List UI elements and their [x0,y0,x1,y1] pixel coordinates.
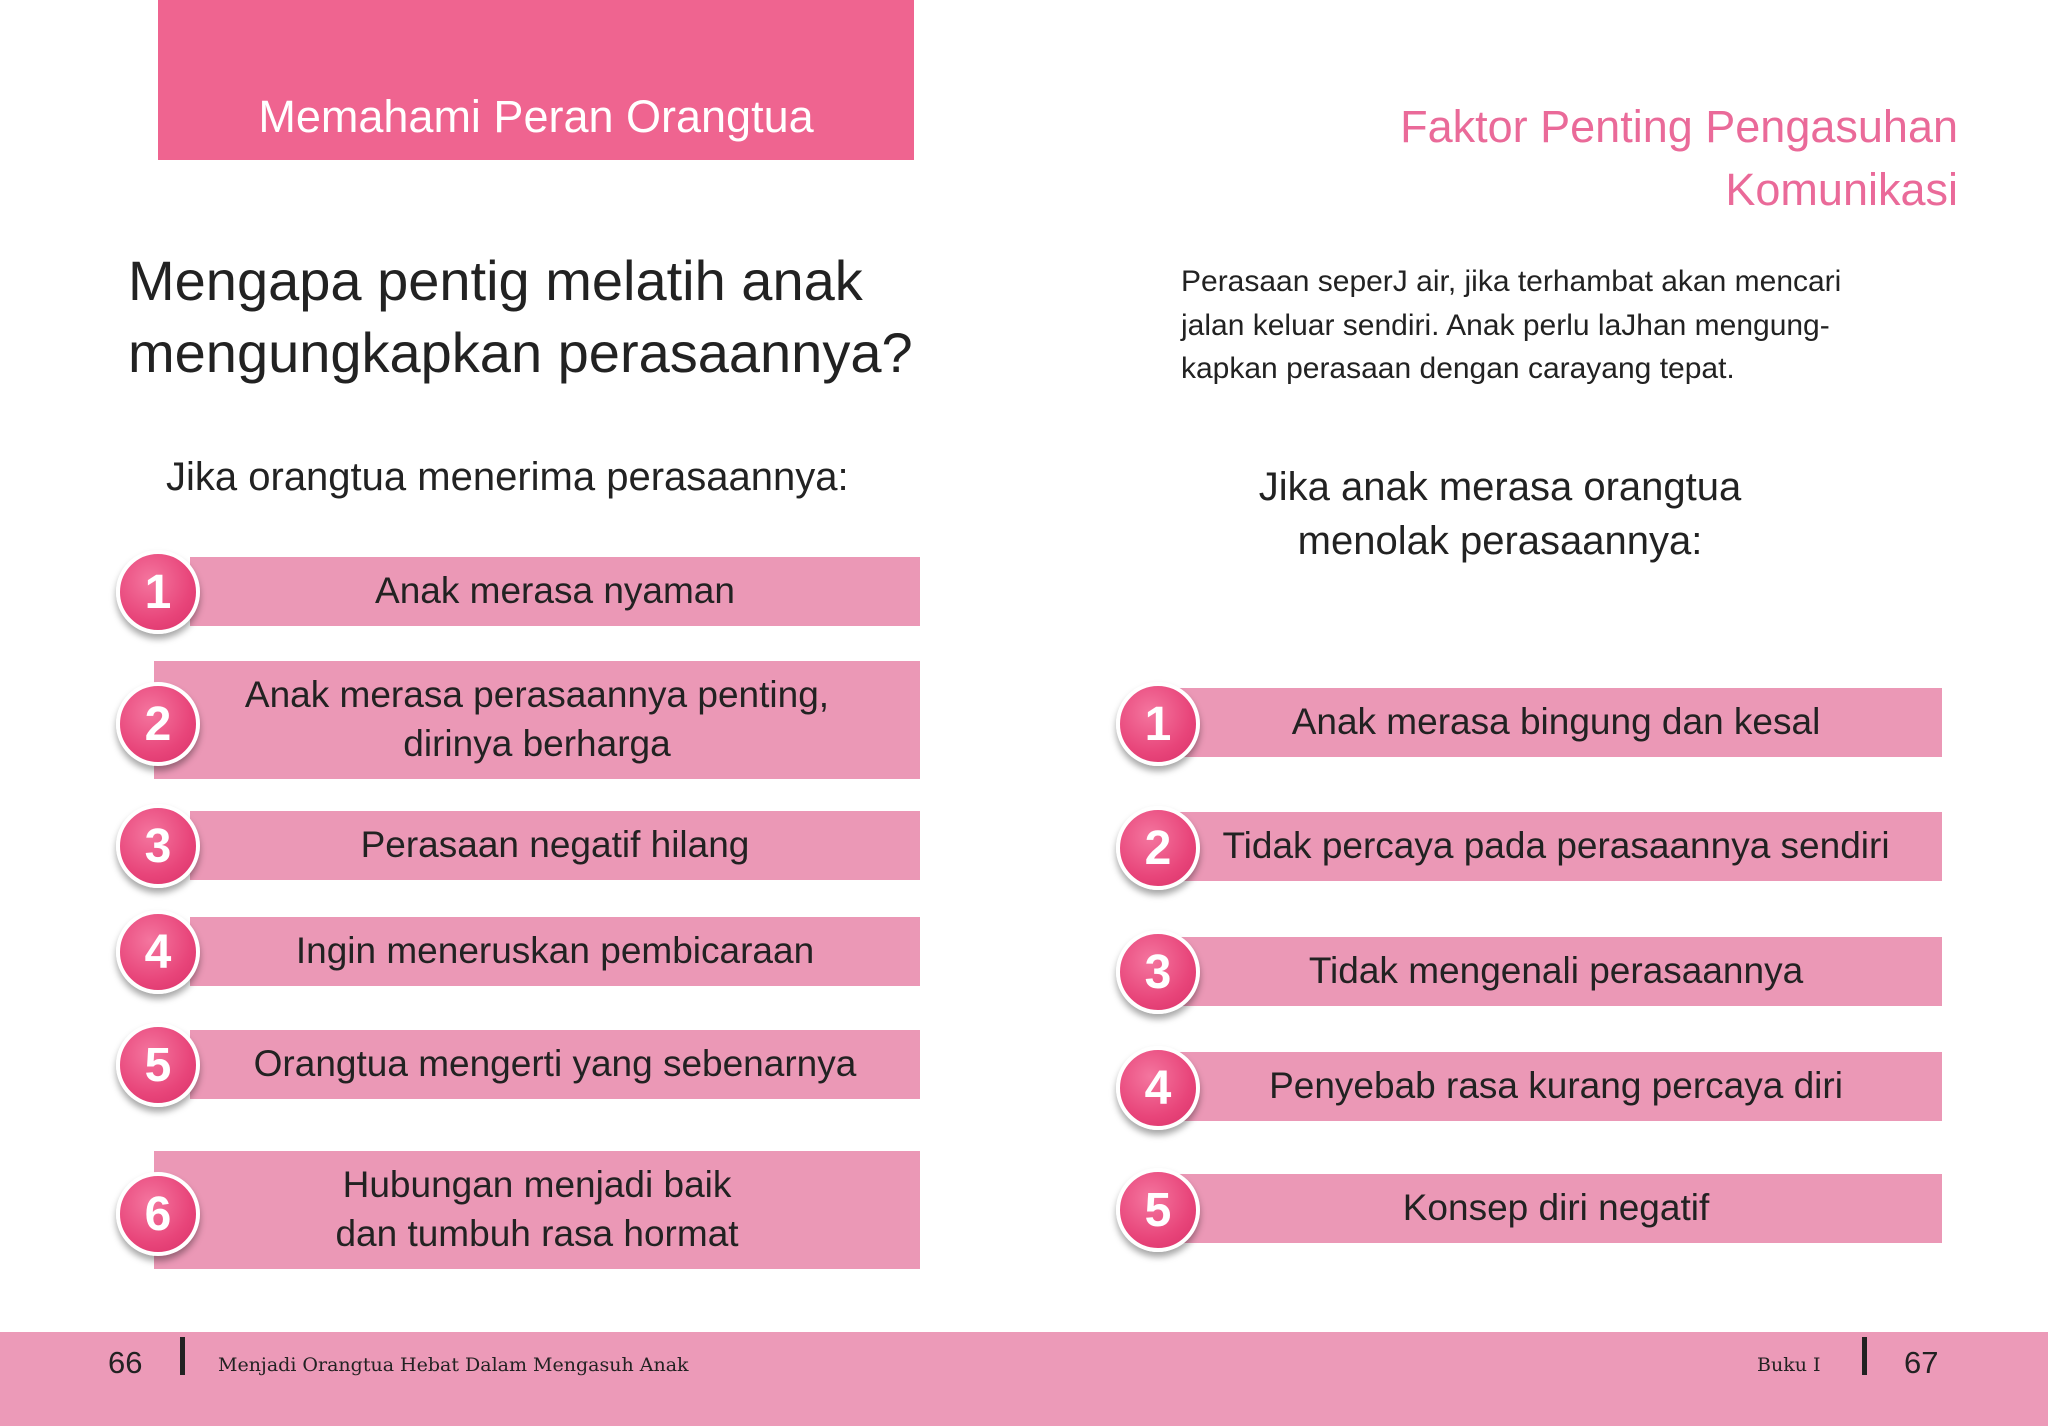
question-line-1: Mengapa pentig melatih anak [128,249,863,312]
accept-item-5 [190,1030,920,1099]
item-text: Tidak percaya pada perasaannya sendiri [1222,825,1890,867]
reject-item-3 [1170,937,1942,1006]
item-text: Konsep diri negatif [1402,1187,1710,1229]
item-text-line-2: dan tumbuh rasa hormat [335,1213,739,1254]
main-question-heading [128,245,948,388]
number-badge-2: 2 [1116,806,1200,890]
item-text-line-2: dirinya berharga [403,723,671,764]
item-text: Penyebab rasa kurang percaya diri [1269,1065,1843,1107]
left-page-header-title: Memahami Peran Orangtua [258,91,814,142]
reject-subtitle-line-2: menolak perasaannya: [1297,519,1703,563]
reject-item-4 [1170,1052,1942,1121]
number-badge-4: 4 [1116,1046,1200,1130]
right-header-line-1: Faktor Penting Pengasuhan [1400,101,1958,152]
item-text: Perasaan negatif hilang [360,824,750,866]
accept-item-2 [154,661,920,779]
number-badge-1: 1 [116,550,200,634]
question-line-2: mengungkapkan perasaannya? [128,320,913,384]
book-title-footer: Menjadi Orangtua Hebat Dalam Mengasuh Anak [218,1354,689,1376]
right-header-line-2: Komunikasi [1725,164,1958,215]
number-badge-3: 3 [116,804,200,888]
item-text-line-1: Anak merasa perasaannya penting, [244,674,830,716]
reject-item-5 [1170,1174,1942,1243]
reject-item-2 [1170,812,1942,881]
footer-band [0,1332,2048,1426]
number-badge-3: 3 [1116,930,1200,1014]
reject-item-1 [1170,688,1942,757]
reject-subtitle [1200,460,1800,568]
accept-item-1 [190,557,920,626]
number-badge-4: 4 [116,910,200,994]
footer-separator-right [1862,1337,1867,1375]
right-page-header-title [1400,95,1958,221]
reject-subtitle-line-1: Jika anak merasa orangtua [1258,465,1742,509]
accept-item-3 [190,811,920,880]
number-badge-5: 5 [1116,1168,1200,1252]
item-text: Anak merasa nyaman [375,570,735,612]
intro-paragraph [1181,260,1923,391]
accept-item-4 [190,917,920,986]
number-badge-1: 1 [1116,682,1200,766]
item-text: Ingin meneruskan pembicaraan [295,930,815,972]
intro-line-3: kapkan perasaan dengan carayang tepat. [1181,352,1735,385]
accept-item-6 [154,1151,920,1269]
item-text: Anak merasa bingung dan kesal [1291,701,1821,743]
item-text: Orangtua mengerti yang sebenarnya [253,1043,857,1085]
intro-line-1: Perasaan seperJ air, jika terhambat akan mencari [1181,265,1842,298]
right-page-number: 67 [1904,1345,1939,1380]
intro-line-2: jalan keluar sendiri. Anak perlu laJhan mengung- [1181,308,1830,342]
footer-separator-left [180,1337,185,1375]
number-badge-5: 5 [116,1023,200,1107]
item-text: Tidak mengenali perasaannya [1308,950,1804,992]
volume-label-footer: Buku I [1757,1354,1821,1376]
number-badge-6: 6 [116,1172,200,1256]
left-page-number: 66 [108,1345,143,1380]
number-badge-2: 2 [116,682,200,766]
item-text-line-1: Hubungan menjadi baik [342,1164,732,1206]
accept-subtitle: Jika orangtua menerima perasaannya: [166,455,849,499]
